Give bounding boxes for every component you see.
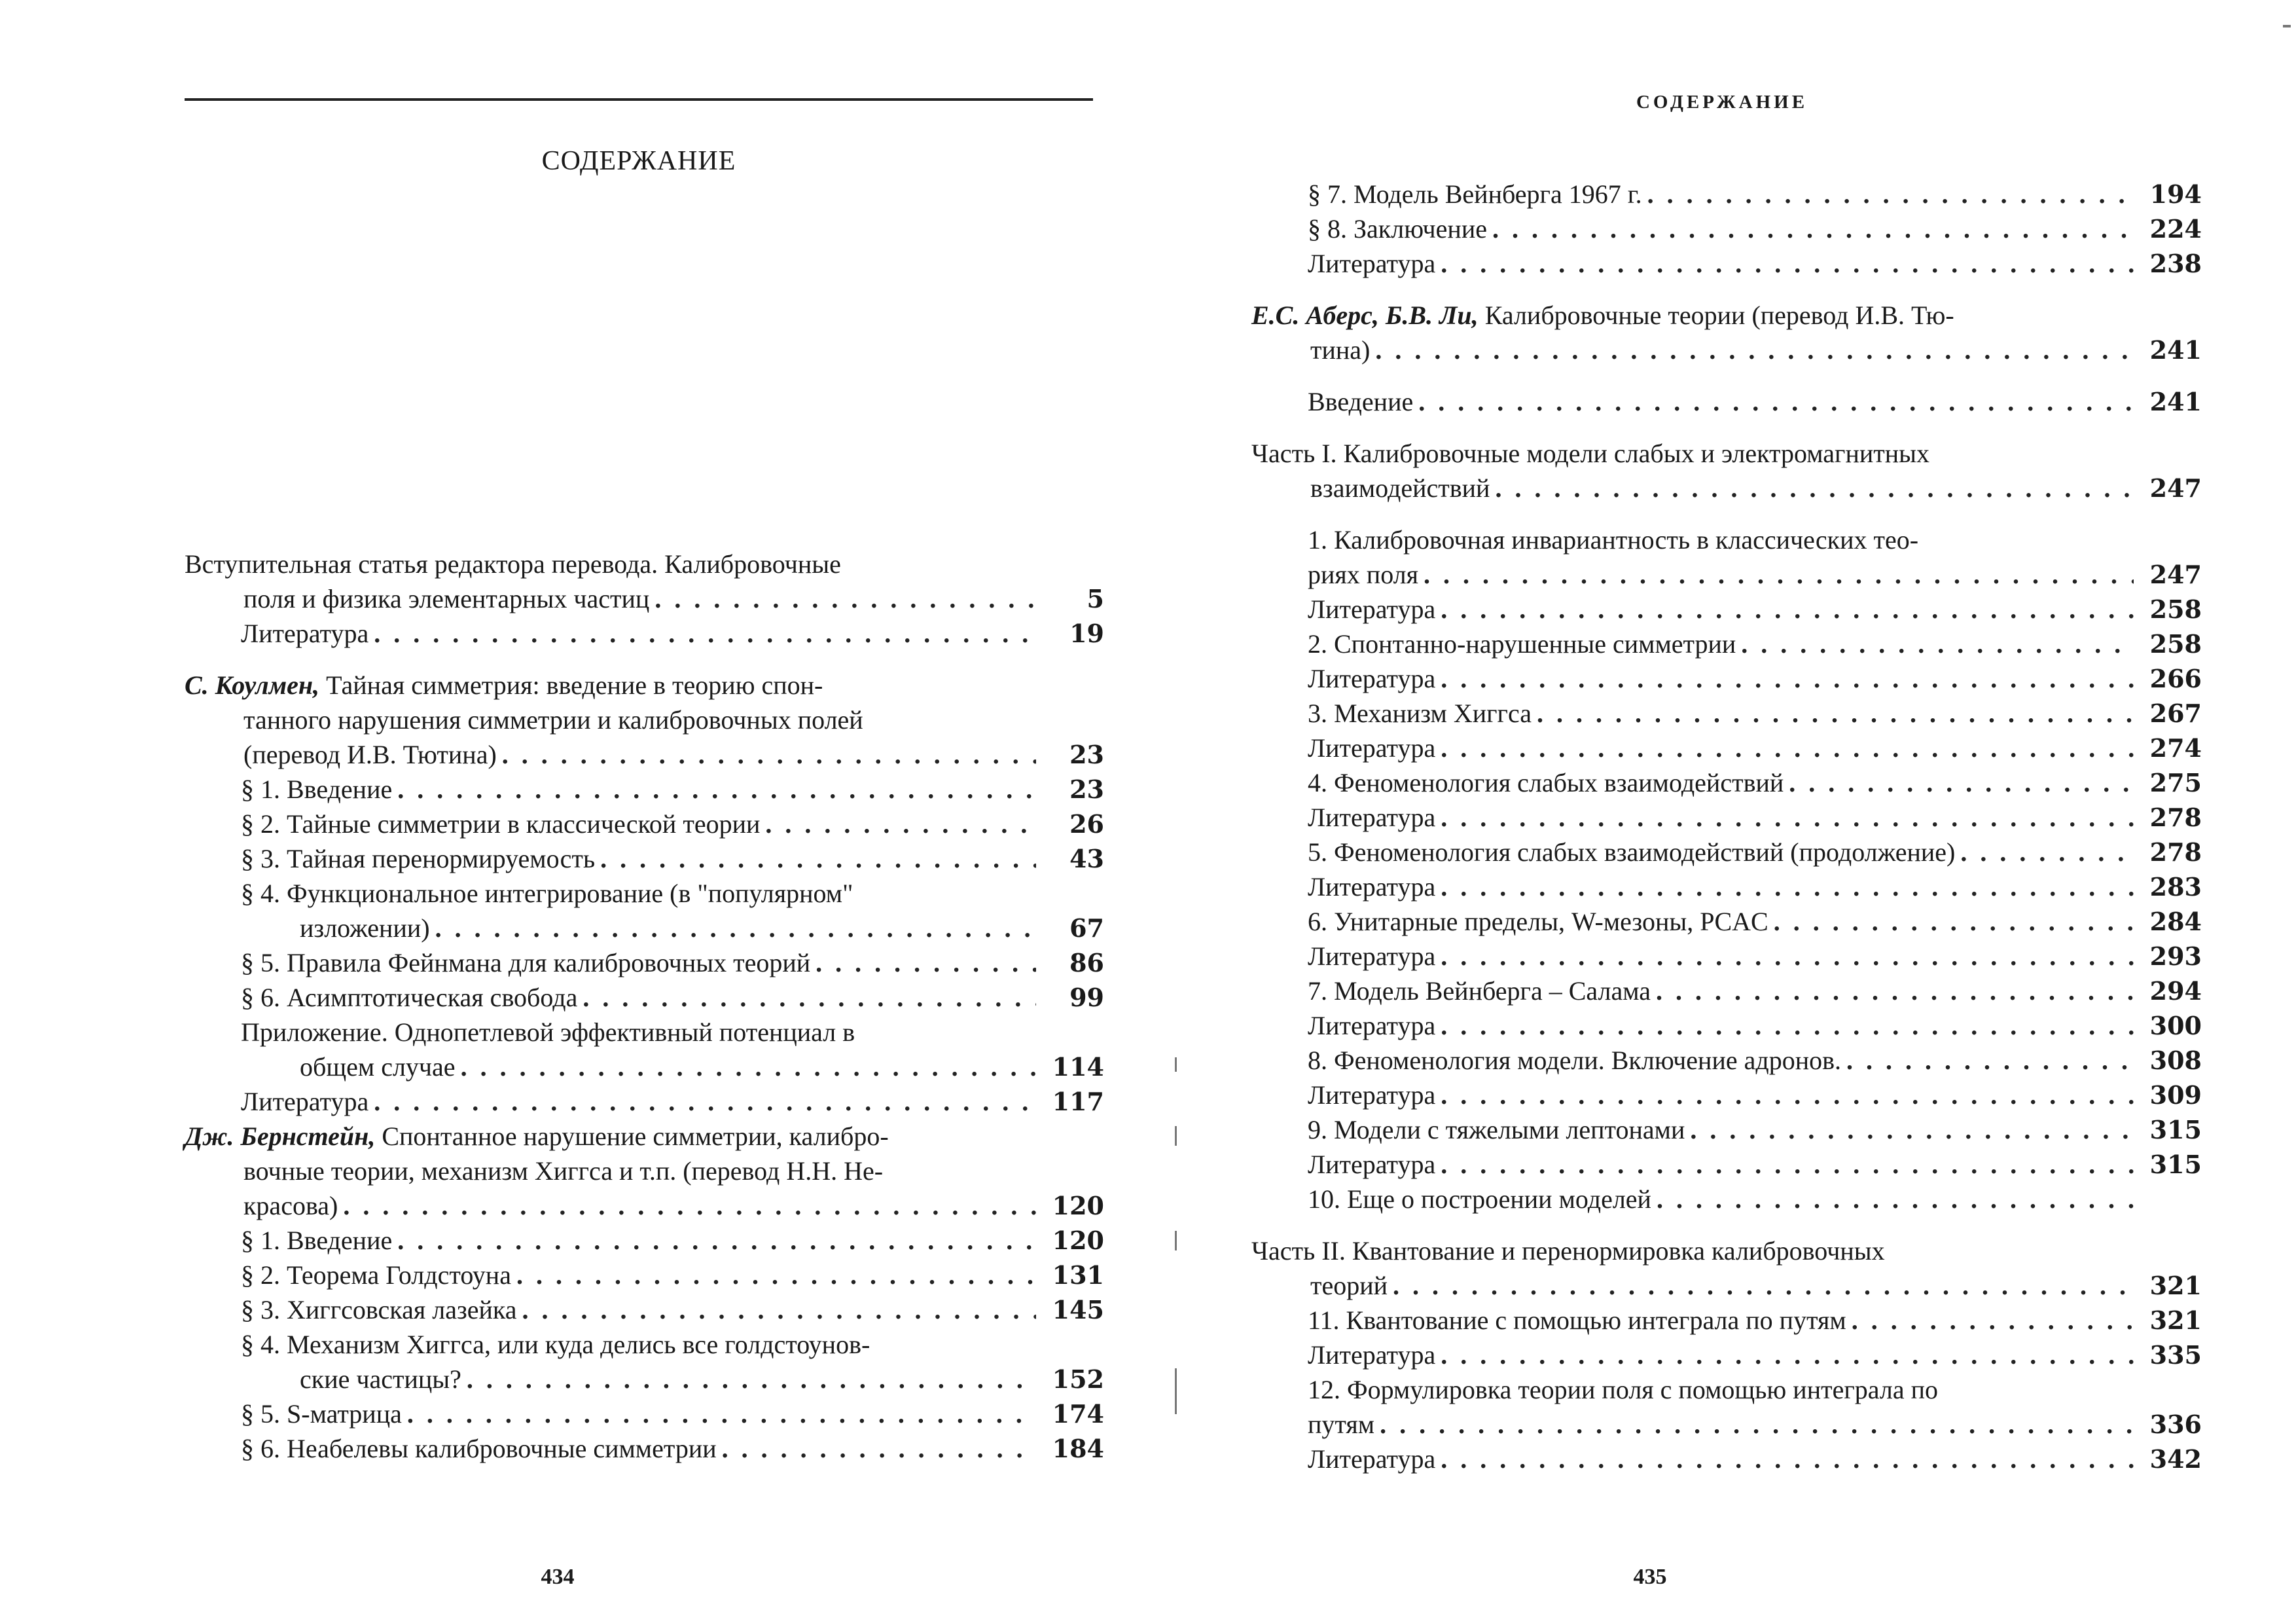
toc-entry (1251, 1043, 2202, 1078)
toc-entry (1251, 661, 2202, 696)
toc-page-number: 247 (2149, 473, 2202, 503)
toc-entry (185, 1431, 1104, 1466)
toc-line (1251, 471, 2202, 505)
toc-page-number: 120 (1052, 1191, 1104, 1220)
toc-line (185, 1188, 1104, 1223)
toc-text: Литература (1308, 941, 1436, 971)
toc-line (185, 547, 1104, 581)
toc-author: Дж. Бернстейн, (185, 1122, 376, 1151)
toc-text: Спонтанное нарушение симметрии, калибро- (375, 1122, 889, 1151)
leader-dots (1418, 384, 2134, 419)
toc-text: § 1. Введение (241, 1226, 393, 1255)
toc-entry (185, 1084, 1104, 1119)
toc-page-number: 26 (1069, 809, 1104, 839)
leader-dots (1424, 557, 2134, 592)
leader-dots (1441, 246, 2134, 281)
toc-text: Литература (1308, 664, 1436, 693)
leader-dots (1380, 1407, 2134, 1442)
leader-dots (435, 911, 1036, 945)
toc-text: § 4. Механизм Хиггса, или куда делись все голдстоунов- (241, 1330, 870, 1359)
toc-line (185, 668, 1104, 702)
toc-entry (185, 547, 1104, 616)
toc-page-number: 145 (1052, 1295, 1104, 1324)
toc-line (185, 1327, 1104, 1362)
toc-line (1251, 384, 2202, 419)
leader-dots (1852, 1303, 2134, 1338)
leader-dots (1393, 1268, 2134, 1303)
leader-dots (343, 1188, 1036, 1223)
toc-line (185, 1049, 1104, 1084)
toc-line (185, 945, 1104, 980)
toc-text: Литература (1308, 1150, 1436, 1179)
toc-page-number: 174 (1052, 1399, 1104, 1429)
toc-entry (1251, 298, 2202, 367)
toc-entry (185, 668, 1104, 772)
toc-entry (185, 1258, 1104, 1292)
toc-page-number: 23 (1069, 775, 1104, 804)
toc-entry (1251, 869, 2202, 904)
leader-dots (502, 737, 1036, 772)
toc-text: § 5. Правила Фейнмана для калибровочных теорий (241, 948, 811, 977)
leader-dots (1441, 800, 2134, 835)
toc-line (185, 841, 1104, 876)
toc-line (1251, 1442, 2202, 1476)
toc-line (185, 702, 1104, 737)
toc-line (185, 1362, 1104, 1396)
toc-line (185, 616, 1104, 651)
toc-entry (1251, 1372, 2202, 1442)
toc-page-number: 335 (2149, 1340, 2202, 1370)
toc-line (185, 1119, 1104, 1154)
toc-line (185, 737, 1104, 772)
toc-line (1251, 1147, 2202, 1182)
toc-line (1251, 436, 2202, 471)
toc-text: 11. Квантование с помощью интеграла по путям (1308, 1305, 1846, 1335)
leader-dots (1741, 627, 2134, 661)
toc-entry (1251, 800, 2202, 835)
toc-text: Часть II. Квантование и перенормировка калибровочных (1251, 1236, 1885, 1266)
toc-text: Литература (241, 1087, 369, 1116)
toc-page-number: 321 (2149, 1305, 2202, 1335)
running-head: СОДЕРЖАНИЕ (1636, 92, 1808, 113)
toc-text: 9. Модели с тяжелыми лептонами (1308, 1115, 1685, 1144)
toc-page-number: 258 (2149, 594, 2202, 624)
leader-dots (1441, 592, 2134, 627)
toc-page-number: 99 (1069, 983, 1104, 1012)
toc-page-number: 117 (1052, 1087, 1104, 1116)
toc-line (1251, 1268, 2202, 1303)
toc-line (1251, 1078, 2202, 1112)
toc-entry (1251, 765, 2202, 800)
toc-line (185, 772, 1104, 807)
leader-dots (1441, 731, 2134, 765)
table-of-contents (185, 547, 1104, 1466)
toc-text: § 3. Тайная перенормируемость (241, 844, 596, 873)
toc-entry (1251, 522, 2202, 592)
toc-text: 7. Модель Вейнберга – Салама (1308, 976, 1651, 1006)
toc-text: 2. Спонтанно-нарушенные симметрии (1308, 629, 1736, 659)
toc-line (1251, 333, 2202, 367)
toc-line (1251, 1338, 2202, 1372)
toc-line (185, 1258, 1104, 1292)
toc-text: 1. Калибровочная инвариантность в классических тео- (1308, 525, 1919, 555)
toc-text: Литература (1308, 803, 1436, 832)
toc-entry (185, 945, 1104, 980)
toc-entry (185, 1327, 1104, 1396)
toc-entry (1251, 731, 2202, 765)
gutter-mark (1175, 1126, 1177, 1146)
toc-entry (1251, 1147, 2202, 1182)
toc-text: § 3. Хиггсовская лазейка (241, 1295, 517, 1324)
toc-text: 10. Еще о построении моделей (1308, 1184, 1651, 1214)
toc-line (1251, 661, 2202, 696)
toc-entry (1251, 384, 2202, 419)
toc-line (1251, 696, 2202, 731)
toc-text: теорий (1310, 1271, 1388, 1300)
toc-page-number: 278 (2149, 837, 2202, 867)
toc-entry (185, 980, 1104, 1015)
toc-line (1251, 298, 2202, 333)
leader-dots (374, 616, 1036, 651)
leader-dots (1441, 869, 2134, 904)
toc-text: Тайная симметрия: введение в теорию спон- (319, 670, 823, 700)
toc-text: Калибровочные теории (перевод И.В. Тю- (1478, 301, 1954, 330)
toc-entry (185, 1396, 1104, 1431)
toc-page-number: 284 (2149, 907, 2202, 936)
leader-dots (522, 1292, 1036, 1327)
toc-line (1251, 592, 2202, 627)
toc-line (1251, 246, 2202, 281)
leader-dots (467, 1362, 1036, 1396)
toc-text: вочные теории, механизм Хиггса и т.п. (перевод Н.Н. Не- (243, 1156, 884, 1186)
toc-line (1251, 974, 2202, 1008)
toc-text: § 6. Асимптотическая свобода (241, 983, 578, 1012)
toc-text: поля и физика элементарных частиц (243, 584, 650, 613)
toc-entry (185, 1015, 1104, 1084)
leader-dots (1774, 904, 2134, 939)
toc-text: общем случае (300, 1052, 456, 1082)
toc-text: Часть I. Калибровочные модели слабых и электромагнитных (1251, 439, 1930, 468)
leader-dots (1656, 974, 2134, 1008)
toc-text: 12. Формулировка теории поля с помощью интеграла по (1308, 1375, 1938, 1404)
toc-text: 3. Механизм Хиггса (1308, 699, 1532, 728)
toc-text: Литература (1308, 872, 1436, 902)
toc-line (1251, 800, 2202, 835)
toc-entry (1251, 696, 2202, 731)
leader-dots (1492, 211, 2134, 246)
toc-text: § 1. Введение (241, 775, 393, 804)
toc-entry (1251, 1442, 2202, 1476)
toc-text: изложении) (300, 913, 430, 943)
toc-entry (185, 772, 1104, 807)
toc-page-number: 114 (1052, 1052, 1104, 1082)
toc-line (1251, 939, 2202, 974)
toc-page-number: 321 (2149, 1271, 2202, 1300)
toc-text: Литература (1308, 733, 1436, 763)
toc-line (1251, 1233, 2202, 1268)
toc-page-number: 308 (2149, 1046, 2202, 1075)
toc-text: риях поля (1308, 560, 1419, 589)
toc-page-number: 5 (1086, 584, 1104, 613)
toc-line (1251, 1407, 2202, 1442)
toc-page-number: 241 (2149, 387, 2202, 416)
leader-dots (1537, 696, 2134, 731)
leader-dots (1441, 1147, 2134, 1182)
toc-line (185, 911, 1104, 945)
leader-dots (1441, 1008, 2134, 1043)
toc-entry (185, 807, 1104, 841)
toc-page-number: 43 (1069, 844, 1104, 873)
toc-entry (1251, 436, 2202, 505)
toc-text: 6. Унитарные пределы, W-мезоны, PCAC (1308, 907, 1768, 936)
toc-entry (1251, 1008, 2202, 1043)
leader-dots (407, 1396, 1036, 1431)
toc-entry (185, 616, 1104, 651)
toc-text: (перевод И.В. Тютина) (243, 740, 497, 769)
toc-text: Литература (1308, 1340, 1436, 1370)
toc-page-number: 238 (2149, 249, 2202, 278)
toc-page-number: 224 (2149, 214, 2202, 244)
toc-page-number: 247 (2149, 560, 2202, 589)
toc-line (1251, 627, 2202, 661)
toc-page-number: 258 (2149, 629, 2202, 659)
scan-mark (2283, 25, 2291, 27)
toc-page-number: 120 (1052, 1226, 1104, 1255)
toc-text: тина) (1310, 335, 1371, 365)
toc-line (1251, 904, 2202, 939)
toc-entry (1251, 1112, 2202, 1147)
toc-line (1251, 731, 2202, 765)
toc-text: § 4. Функциональное интегрирование (в "популярном" (241, 879, 853, 908)
leader-dots (1441, 1338, 2134, 1372)
gutter-mark (1175, 1231, 1177, 1250)
toc-line (185, 1223, 1104, 1258)
toc-page-number: 294 (2149, 976, 2202, 1006)
leader-dots (1960, 835, 2134, 869)
toc-text: Литература (1308, 1080, 1436, 1110)
toc-line (1251, 1182, 2202, 1216)
toc-line (185, 581, 1104, 616)
toc-page-number: 241 (2149, 335, 2202, 365)
page-number: 434 (541, 1565, 575, 1589)
toc-text: Вступительная статья редактора перевода. Калибровочные (185, 549, 841, 579)
toc-entry (1251, 1338, 2202, 1372)
toc-page-number: 336 (2149, 1410, 2202, 1439)
toc-page-number: 315 (2149, 1115, 2202, 1144)
toc-text: танного нарушения симметрии и калибровочных полей (243, 705, 863, 735)
toc-line (185, 1015, 1104, 1049)
leader-dots (816, 945, 1036, 980)
leader-dots (1375, 333, 2134, 367)
toc-entry (1251, 211, 2202, 246)
toc-text: § 2. Теорема Голдстоуна (241, 1260, 511, 1290)
toc-author: Е.С. Аберс, Б.В. Ли, (1251, 301, 1479, 330)
leader-dots (1441, 1078, 2134, 1112)
toc-page-number: 274 (2149, 733, 2202, 763)
leader-dots (1690, 1112, 2134, 1147)
toc-line (185, 1084, 1104, 1119)
leader-dots (1846, 1043, 2134, 1078)
toc-entry (1251, 1182, 2202, 1216)
leader-dots (397, 1223, 1036, 1258)
toc-page-number: 67 (1069, 913, 1104, 943)
toc-author: С. Коулмен, (185, 670, 320, 700)
toc-text: Приложение. Однопетлевой эффективный потенциал в (241, 1017, 855, 1047)
toc-text: 4. Феноменология слабых взаимодействий (1308, 768, 1784, 797)
toc-page-number: 131 (1052, 1260, 1104, 1290)
toc-line (1251, 1112, 2202, 1147)
toc-entry (1251, 177, 2202, 211)
toc-line (185, 876, 1104, 911)
top-rule (185, 98, 1093, 101)
toc-text: Литература (1308, 249, 1436, 278)
toc-entry (1251, 1303, 2202, 1338)
leader-dots (1647, 177, 2134, 211)
leader-dots (655, 581, 1036, 616)
leader-dots (722, 1431, 1036, 1466)
toc-line (1251, 211, 2202, 246)
toc-text: § 8. Заключение (1308, 214, 1487, 244)
toc-entry (1251, 1078, 2202, 1112)
toc-page-number: 342 (2149, 1444, 2202, 1474)
toc-entry (1251, 835, 2202, 869)
toc-page-number: 267 (2149, 699, 2202, 728)
toc-page-number: 19 (1069, 619, 1104, 648)
toc-text: Литература (1308, 1011, 1436, 1040)
toc-entry (1251, 974, 2202, 1008)
toc-text: Введение (1308, 387, 1414, 416)
gutter-mark (1175, 1368, 1177, 1414)
toc-line (185, 980, 1104, 1015)
toc-line (185, 1431, 1104, 1466)
toc-line (1251, 869, 2202, 904)
toc-entry (1251, 592, 2202, 627)
toc-line (1251, 177, 2202, 211)
toc-page-number: 86 (1069, 948, 1104, 977)
toc-line (1251, 1303, 2202, 1338)
leader-dots (461, 1049, 1036, 1084)
toc-text: 5. Феноменология слабых взаимодействий (продолжение) (1308, 837, 1956, 867)
leader-dots (374, 1084, 1036, 1119)
toc-text: § 7. Модель Вейнберга 1967 г. (1308, 179, 1642, 209)
toc-page-number: 315 (2149, 1150, 2202, 1179)
toc-entry (1251, 904, 2202, 939)
toc-page-number: 194 (2149, 179, 2202, 209)
toc-page-number: 293 (2149, 941, 2202, 971)
toc-line (1251, 1043, 2202, 1078)
toc-line (185, 1396, 1104, 1431)
toc-text: ские частицы? (300, 1364, 461, 1394)
toc-page-number: 309 (2149, 1080, 2202, 1110)
toc-entry (1251, 1233, 2202, 1303)
toc-text: § 5. S-матрица (241, 1399, 402, 1429)
toc-text: Литература (1308, 1444, 1436, 1474)
toc-line (185, 807, 1104, 841)
leader-dots (1657, 1182, 2134, 1216)
page-title: СОДЕРЖАНИЕ (541, 146, 736, 176)
page-number: 435 (1633, 1565, 1667, 1589)
toc-entry (1251, 627, 2202, 661)
leader-dots (1441, 661, 2134, 696)
leader-dots (583, 980, 1036, 1015)
toc-page-number: 152 (1052, 1364, 1104, 1394)
toc-text: § 6. Неабелевы калибровочные симметрии (241, 1434, 717, 1463)
toc-text: 8. Феноменология модели. Включение адронов. (1308, 1046, 1842, 1075)
leader-dots (1441, 939, 2134, 974)
toc-line (1251, 765, 2202, 800)
leader-dots (765, 807, 1036, 841)
toc-text: Литература (1308, 594, 1436, 624)
leader-dots (1789, 765, 2134, 800)
toc-page-number: 266 (2149, 664, 2202, 693)
toc-line (1251, 522, 2202, 557)
toc-page-number: 278 (2149, 803, 2202, 832)
toc-page-number: 23 (1069, 740, 1104, 769)
toc-entry (1251, 939, 2202, 974)
toc-entry (185, 876, 1104, 945)
table-of-contents (1251, 177, 2202, 1476)
leader-dots (397, 772, 1036, 807)
toc-entry (185, 1223, 1104, 1258)
toc-entry (185, 1119, 1104, 1223)
toc-text: взаимодействий (1310, 473, 1490, 503)
toc-line (1251, 557, 2202, 592)
toc-entry (185, 841, 1104, 876)
toc-page-number: 300 (2149, 1011, 2202, 1040)
toc-line (185, 1154, 1104, 1188)
toc-text: красова) (243, 1191, 338, 1220)
right-page (1148, 0, 2296, 1623)
leader-dots (600, 841, 1036, 876)
leader-dots (516, 1258, 1036, 1292)
toc-line (1251, 835, 2202, 869)
leader-dots (1495, 471, 2134, 505)
toc-line (1251, 1008, 2202, 1043)
toc-page-number: 275 (2149, 768, 2202, 797)
toc-text: Литература (241, 619, 369, 648)
leader-dots (1441, 1442, 2134, 1476)
toc-text: путям (1308, 1410, 1375, 1439)
toc-line (1251, 1372, 2202, 1407)
toc-entry (1251, 246, 2202, 281)
gutter-mark (1175, 1057, 1177, 1072)
toc-page-number: 283 (2149, 872, 2202, 902)
toc-page-number: 184 (1052, 1434, 1104, 1463)
toc-entry (185, 1292, 1104, 1327)
toc-line (185, 1292, 1104, 1327)
toc-text: § 2. Тайные симметрии в классической теории (241, 809, 761, 839)
